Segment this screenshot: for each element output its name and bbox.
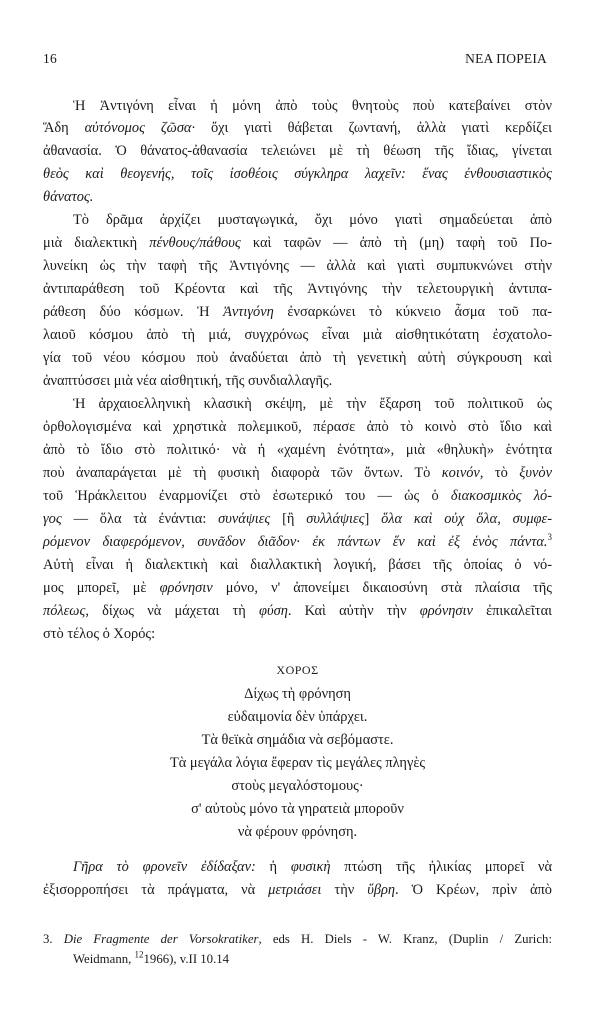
text-line: ράθεση δύο κόσμων. Ἡ Ἀντιγόνη ἐνσαρκώνει τὸ κύκνειο ἆσμα τοῦ πα- (43, 304, 553, 320)
text-line: τοῦ Ἡράκλειτου ἐναρμονίζει στὸ ἐσωτερικό του — ὡς ὁ διακοσμικὸς λό- (43, 488, 552, 504)
text-line: στὸ τέλος ὁ Χορός: (43, 626, 156, 642)
text-line: θεὸς καὶ θεογενής, τοῖς ἰσοθέοις σύγκληρα λαχεῖν: ἕνας ἐνθουσιαστικὸς (43, 166, 552, 182)
text-line: ἀντιπαράθεση τοῦ Κρέοντα καὶ τῆς Ἀντιγόνης τὴν τελετουργικὴ ἀντιπα- (43, 281, 552, 297)
verse-line: στοὺς μεγαλόστομους· (231, 778, 364, 794)
verse-line: σ' αὐτοὺς μόνο τὰ γηρατειὰ μποροῦν (191, 801, 404, 817)
text-line: θάνατος. (43, 189, 94, 205)
text-line: ἀθανασία. Ὁ θάνατος-ἀθανασία τελειώνει μὲ τὴ θέωση τῆς ἴδιας, γίνεται (43, 143, 552, 159)
text-line: πόλεως, δίχως νὰ μάχεται τὴ φύση. Καὶ αὐτὴν τὴν φρόνησιν ἐπικαλεῖται (43, 603, 553, 619)
text-line: Ἡ Ἀντιγόνη εἶναι ἡ μόνη ἀπὸ τοὺς θνητοὺς ποὺ κατεβαίνει στὸν (73, 98, 552, 114)
verse-line: Τὰ μεγάλα λόγια ἔφεραν τὶς μεγάλες πληγὲς (169, 755, 426, 771)
text-line: Τὸ δρᾶμα ἀρχίζει μυσταγωγικά, ὄχι μόνο γιατὶ σημαδεύεται ἀπὸ (73, 212, 552, 228)
text-line: Γῆρα τὸ φρονεῖν ἐδίδαξαν: ἡ φυσικὴ πτώση τῆς ἡλικίας μπορεῖ νὰ (73, 859, 552, 875)
verse-line: νὰ φέρουν φρόνηση. (237, 824, 358, 840)
verse-line: εὐδαιμονία δὲν ὑπάρχει. (227, 709, 368, 725)
text-line: Αὐτὴ εἶναι ἡ διαλεκτικὴ καὶ διαλλακτικὴ λογική, βάσει τῆς ὁποίας ὁ νό- (43, 557, 552, 573)
text-line: ὀρθολογισμένα καὶ χρηστικὰ πολεμικοῦ, πέρασε ἀπὸ τὸ κοινὸ στὸ ἴδιο καὶ (43, 419, 552, 435)
text-line: γία τοῦ νέου κόσμου ποὺ ἀναδύεται ἀπὸ τὴ γενετικὴ αὐτὴ σύγκρουση καὶ (43, 350, 552, 366)
text-line: λυνείκη ὡς τὴν ταφὴ τῆς Ἀντιγόνης — ἀλλὰ καὶ γιατὶ συμπυκνώνει στὴν (43, 258, 552, 274)
text-line: ἐξισορροπήσει τὰ πράγματα, νὰ μετριάσει τὴν ὕβρη. Ὁ Κρέων, πρὶν ἀπὸ (43, 882, 552, 898)
text-line: ρόμενον διαφερόμενον, συνᾶδον διᾶδον· ἐκ πάντων ἕν καὶ ἐξ ἑνὸς πάντα.$^3$ (43, 532, 552, 550)
text-line: μιὰ διαλεκτικὴ πένθους/πάθους καὶ ταφῶν — ἀπὸ τὴ (μη) ταφὴ τοῦ Πο- (43, 235, 553, 251)
verse-line: Τὰ θεϊκὰ σημάδια νὰ σεβόμαστε. (201, 732, 394, 748)
verse-line: Δίχως τὴ φρόνηση (244, 686, 351, 702)
text-line: μος μπορεῖ, μὲ φρόνησιν μόνο, ν' ἀπονείμει δικαιοσύνη στὰ πλαίσια τῆς (43, 580, 552, 596)
page-number: 16 (43, 51, 57, 66)
text-line: Ἡ ἀρχαιοελληνικὴ κλασικὴ σκέψη, μὲ τὴν ἔξαρση τοῦ πολιτικοῦ ὡς (73, 396, 552, 412)
chorus-heading: ΧΟΡΟΣ (276, 663, 319, 677)
text-line: λαιοῦ κόσμου ἀπὸ τὴ μιά, συγχρόνως εἶναι μιὰ αἰσθητικότατη ἐσχατολο- (43, 327, 552, 343)
text-line: ἀπὸ τὸ ἴδιο στὸ πολιτικό· νὰ ἡ «χαμένη ἑνότητα», μιὰ «θηλυκὴ» ἑνότητα (43, 442, 552, 458)
text-line: ποὺ ἀναπαράγεται μὲ τὴ φυσικὴ διαφορὰ τῶν ὄντων. Τὸ κοινόν, τὸ ξυνὸν (43, 465, 552, 481)
footnote-line: Weidmann, $^{12}$1966), v.II 10.14 (73, 949, 230, 966)
text-line: γος — ὅλα τὰ ἐνάντια: συνάψιες [ἢ συλλάψιες] ὅλα καὶ οὐχ ὅλα, συμφε- (43, 511, 552, 527)
running-header-title: ΝΕΑ ΠΟΡΕΙΑ (465, 51, 547, 66)
text-line: Ἅδη αὐτόνομος ζῶσα· ὄχι γιατὶ θάβεται ζωντανή, ἀλλὰ γιατὶ κερδίζει (43, 120, 552, 136)
footnote-line: 3. Die Fragmente der Vorsokratiker, eds H. Diels - W. Kranz, (Duplin / Zurich: (43, 932, 552, 946)
text-line: ἀναπτύσσει μιὰ νέα αἰσθητική, τῆς συνδιαλλαγῆς. (43, 373, 333, 389)
